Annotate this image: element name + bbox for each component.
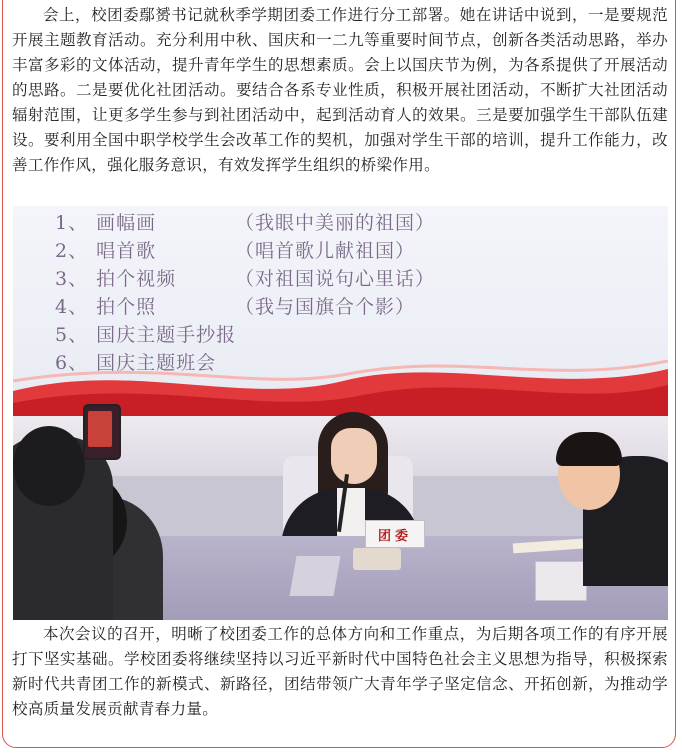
slide-item-3: 3、 拍个视频 （对祖国说句心里话） [55, 268, 436, 290]
meeting-photo [13, 206, 668, 620]
speaker-face [331, 428, 377, 484]
slide-item-2: 2、 唱首歌 （唱首歌儿献祖国） [55, 240, 416, 262]
closing-paragraph: 本次会议的召开，明晰了校团委工作的总体方向和工作重点，为后期各项工作的有序开展打下坚实基础。学校团委将继续坚持以习近平新时代中国特色社会主义思想为指导，积极探索新时代共青团工作的新模式、新路径，团结带领广大青年学子坚定信念、开拓创新，为推动学校高质量发展贡献青春力量。 [12, 625, 668, 718]
intro-paragraph: 会上，校团委鄢赟书记就秋季学期团委工作进行分工部署。她在讲话中说到，一是要规范开展主题教育活动。充分利用中秋、国庆和一二九等重要时间节点，创新各类活动思路，举办丰富多彩的文体活动，提升青年学生的思想素质。会上以国庆节为例，为各系提供了开展活动的思路。二是要优化社团活动。要结合各系专业性质，积极开展社团活动，不断扩大社团活动辐射范围，让更多学生参与到社团活动中，起到活动育人的效果。三是要加强学生干部队伍建设。要利用全国中职学校学生会改革工作的契机，加强对学生干部的培训，提升工作能力，改善工作作风，强化服务意识，有效发挥学生组织的桥梁作用。 [12, 6, 668, 174]
nameplate: 团委 [365, 520, 425, 548]
tissue-box [353, 548, 401, 570]
attendee-left-front-head [13, 426, 85, 506]
table-sign [535, 561, 587, 601]
table-card [289, 556, 340, 596]
slide-item-4: 4、 拍个照 （我与国旗合个影） [55, 296, 416, 318]
slide-item-5: 5、 国庆主题手抄报 [55, 324, 237, 346]
slide-item-1: 1、 画幅画 （我眼中美丽的祖国） [55, 212, 436, 234]
phone-screen [88, 411, 112, 447]
projection-screen [13, 206, 668, 421]
slide-item-6: 6、 国庆主题班会 [55, 352, 217, 374]
